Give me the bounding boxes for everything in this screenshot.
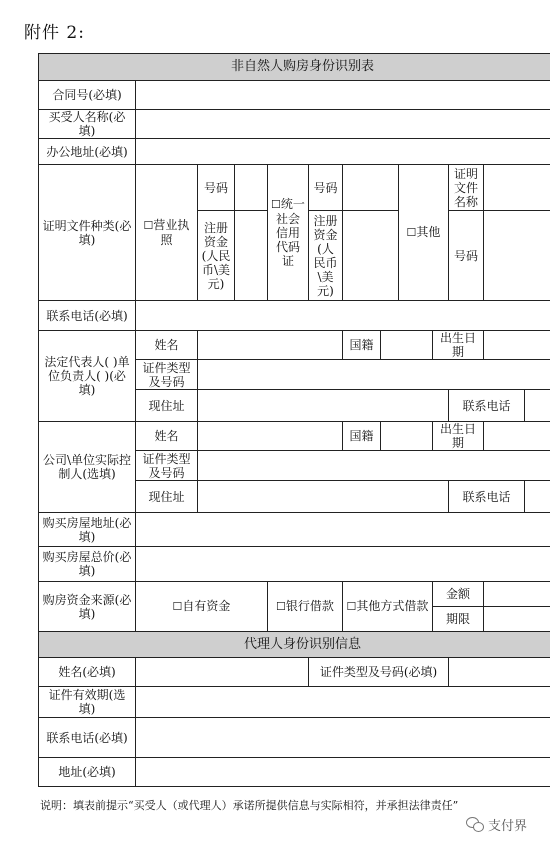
office-address-field[interactable] [136, 139, 550, 165]
number-label-1: 号码 [198, 165, 235, 211]
agent-id-field[interactable] [449, 658, 550, 687]
fund-bank-option[interactable] [268, 582, 343, 632]
agent-phone-label: 联系电话(必填) [39, 718, 136, 758]
controller-address-label: 现住址 [136, 481, 198, 513]
house-price-label: 购买房屋总价(必填) [39, 547, 136, 582]
checkbox-icon[interactable] [271, 197, 281, 211]
legal-rep-address-field[interactable] [198, 390, 449, 422]
number-field-3[interactable] [484, 211, 550, 301]
checkbox-icon[interactable] [276, 599, 286, 613]
number-field-2[interactable] [343, 165, 399, 211]
office-address-label: 办公地址(必填) [39, 139, 136, 165]
fund-own-option[interactable] [136, 582, 268, 632]
fund-bank-label: 银行借款 [285, 599, 334, 613]
controller-phone-field[interactable] [525, 481, 550, 513]
number-field-1[interactable] [235, 165, 268, 211]
option-unified-code-label: 统一社会信用代码证 [275, 197, 305, 268]
controller-name-label: 姓名 [136, 422, 198, 451]
controller-phone-label: 联系电话 [449, 481, 525, 513]
legal-rep-birth-label: 出生日期 [433, 331, 484, 360]
agent-id-label: 证件类型及号码(必填) [309, 658, 449, 687]
house-address-label: 购买房屋地址(必填) [39, 513, 136, 547]
legal-rep-id-label: 证件类型及号码 [136, 360, 198, 390]
fund-own-label: 自有资金 [182, 599, 231, 613]
house-address-field[interactable] [136, 513, 550, 547]
form-note: 说明：填表前提示“买受人（或代理人）承诺所提供信息与实际相符，并承担法律责任” [40, 799, 459, 812]
agent-name-field[interactable] [136, 658, 309, 687]
controller-birth-label: 出生日期 [433, 422, 484, 451]
checkbox-icon[interactable] [173, 599, 183, 613]
cert-name-field[interactable] [484, 165, 550, 211]
buyer-name-field[interactable] [136, 110, 550, 139]
registered-capital-label-1: 注册资金(人民币\美元) [198, 211, 235, 301]
controller-nationality-field[interactable] [381, 422, 433, 451]
option-other-label: 其他 [416, 225, 441, 239]
checkbox-icon[interactable] [144, 218, 154, 232]
contract-no-field[interactable] [136, 81, 550, 110]
legal-rep-phone-field[interactable] [525, 390, 550, 422]
agent-section-title: 代理人身份识别信息 [39, 632, 550, 658]
controller-birth-field[interactable] [484, 422, 550, 451]
registered-capital-label-2: 注册资金(人民币\美元) [309, 211, 343, 301]
option-other[interactable] [399, 165, 449, 301]
amount-field[interactable] [484, 582, 550, 607]
controller-nationality-label: 国籍 [343, 422, 381, 451]
agent-address-label: 地址(必填) [39, 758, 136, 787]
number-label-3: 号码 [449, 211, 484, 301]
agent-name-label: 姓名(必填) [39, 658, 136, 687]
controller-name-field[interactable] [198, 422, 343, 451]
legal-rep-name-label: 姓名 [136, 331, 198, 360]
amount-label: 金额 [433, 582, 484, 607]
legal-rep-label: 法定代表人( )单位负责人( )(必填) [39, 331, 136, 422]
legal-rep-address-label: 现住址 [136, 390, 198, 422]
fund-other-label: 其他方式借款 [356, 599, 429, 613]
attachment-label: 附件 2: [24, 23, 85, 43]
legal-rep-id-field[interactable] [198, 360, 550, 390]
legal-rep-name-field[interactable] [198, 331, 343, 360]
option-unified-code[interactable] [268, 165, 309, 301]
controller-address-field[interactable] [198, 481, 449, 513]
agent-phone-field[interactable] [136, 718, 550, 758]
legal-rep-nationality-label: 国籍 [343, 331, 381, 360]
buyer-name-label: 买受人名称(必填) [39, 110, 136, 139]
fund-other-option[interactable] [343, 582, 433, 632]
legal-rep-phone-label: 联系电话 [449, 390, 525, 422]
registered-capital-field-1[interactable] [235, 211, 268, 301]
contract-no-label: 合同号(必填) [39, 81, 136, 110]
buyer-identification-form [38, 53, 550, 787]
number-label-2: 号码 [309, 165, 343, 211]
watermark [466, 815, 527, 834]
legal-rep-birth-field[interactable] [484, 331, 550, 360]
checkbox-icon[interactable] [407, 225, 417, 239]
option-business-license-label: 营业执照 [153, 218, 190, 247]
controller-id-label: 证件类型及号码 [136, 451, 198, 481]
controller-label: 公司\单位实际控制人(选填) [39, 422, 136, 513]
checkbox-icon[interactable] [347, 599, 357, 613]
house-price-field[interactable] [136, 547, 550, 582]
wechat-icon [466, 817, 484, 833]
term-label: 期限 [433, 607, 484, 632]
watermark-text: 支付界 [488, 819, 528, 834]
cert-type-label: 证明文件种类(必填) [39, 165, 136, 301]
form-title: 非自然人购房身份识别表 [39, 54, 550, 81]
phone-label: 联系电话(必填) [39, 301, 136, 331]
option-business-license[interactable] [136, 165, 198, 301]
agent-address-field[interactable] [136, 758, 550, 787]
agent-validity-field[interactable] [136, 687, 550, 718]
phone-field[interactable] [136, 301, 550, 331]
fund-source-label: 购房资金来源(必填) [39, 582, 136, 632]
cert-name-label: 证明文件名称 [449, 165, 484, 211]
agent-validity-label: 证件有效期(选填) [39, 687, 136, 718]
controller-id-field[interactable] [198, 451, 550, 481]
legal-rep-nationality-field[interactable] [381, 331, 433, 360]
registered-capital-field-2[interactable] [343, 211, 399, 301]
term-field[interactable] [484, 607, 550, 632]
